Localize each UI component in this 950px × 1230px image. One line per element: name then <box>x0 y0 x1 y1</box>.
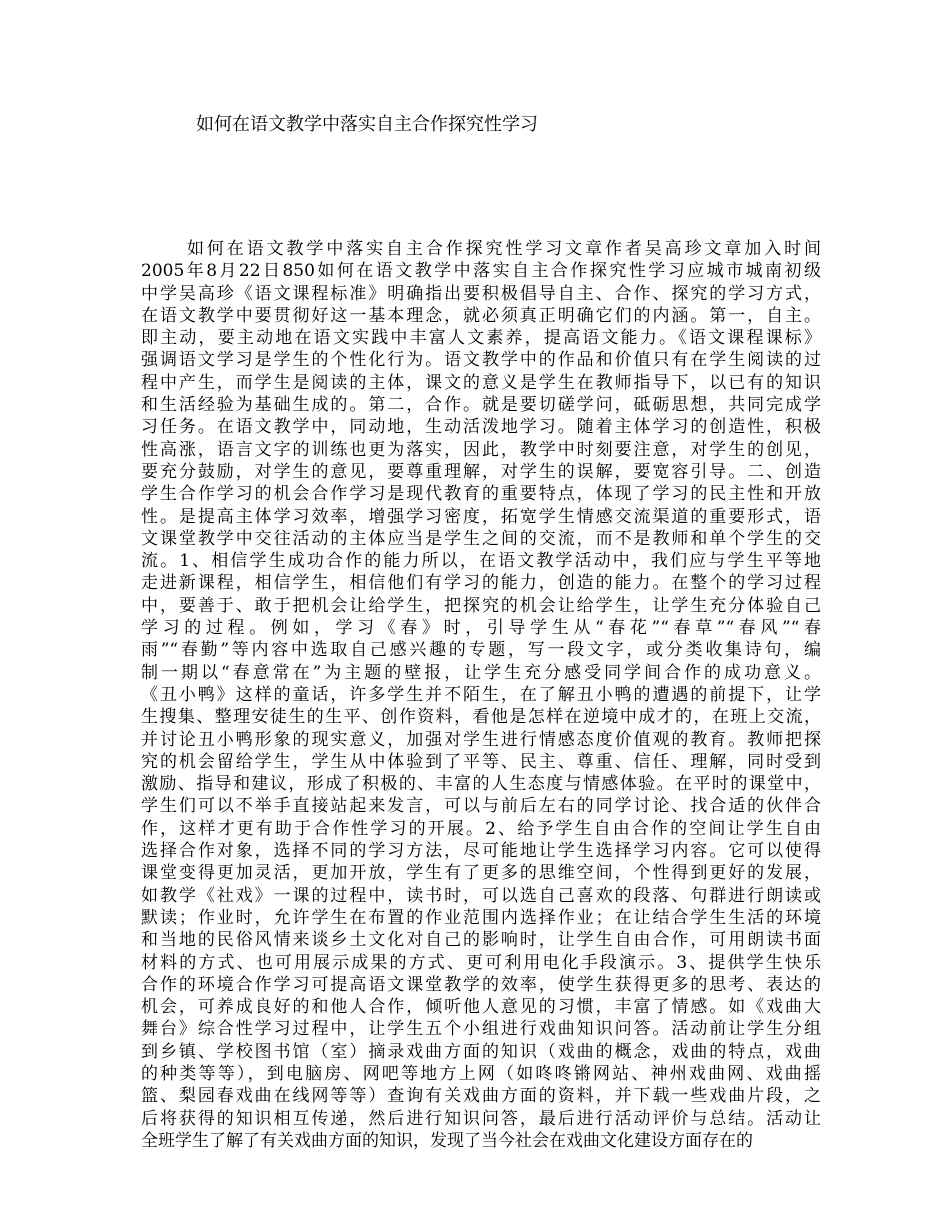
body-line: 选择合作对象，选择不同的学习方法，尽可能地让学生选择学习内容。它可以使得 <box>141 841 821 862</box>
body-line: 默读；作业时，允许学生在布置的作业范围内选择作业；在让结合学生生活的环境 <box>141 907 821 928</box>
body-line: 《丑小鸭》这样的童话，许多学生并不陌生，在了解丑小鸭的遭遇的前提下，让学 <box>141 684 821 705</box>
body-line: 学生们可以不举手直接站起来发言，可以与前后左右的同学讨论、找合适的伙伴合 <box>141 796 821 817</box>
body-line: 学习的过程。例如，学习《春》时，引导学生从“春花”“春草”“春风”“春 <box>141 618 821 639</box>
body-line: 究的机会留给学生，学生从中体验到了平等、民主、尊重、信任、理解，同时受到 <box>141 751 821 772</box>
body-line: 习任务。在语文教学中，同动地，生动活泼地学习。随着主体学习的创造性，积极 <box>141 417 821 438</box>
body-line: 中学吴高珍《语文课程标准》明确指出要积极倡导自主、合作、探究的学习方式， <box>141 283 821 304</box>
body-line: 中，要善于、敢于把机会让给学生，把探究的机会让给学生，让学生充分体验自己 <box>141 595 821 616</box>
body-line: 如何在语文教学中落实自主合作探究性学习文章作者吴高珍文章加入时间 <box>187 239 821 259</box>
body-line: 机会，可养成良好的和他人合作，倾听他人意见的习惯，丰富了情感。如《戏曲大 <box>141 997 821 1018</box>
body-line: 要充分鼓励，对学生的意见，要尊重理解，对学生的误解，要宽容引导。二、创造 <box>141 461 821 482</box>
body-line: 性。是提高主体学习效率，增强学习密度，拓宽学生情感交流渠道的重要形式，语 <box>141 506 821 527</box>
body-line: 性高涨，语言文字的训练也更为落实，因此，教学中时刻要注意，对学生的创见， <box>141 439 821 460</box>
body-line: 即主动，要主动地在语文实践中丰富人文素养，提高语文能力。《语文课程课标》 <box>141 328 821 349</box>
body-line: 如教学《社戏》一课的过程中，读书时，可以选自己喜欢的段落、句群进行朗读或 <box>141 885 821 906</box>
body-line: 学生合作学习的机会合作学习是现代教育的重要特点，体现了学习的民主性和开放 <box>141 484 821 505</box>
body-line: 强调语文学习是学生的个性化行为。语文教学中的作品和价值只有在学生阅读的过 <box>141 350 821 371</box>
body-line: 流。1、相信学生成功合作的能力所以，在语文教学活动中，我们应与学生平等地 <box>141 551 821 572</box>
body-line: 制一期以“春意常在”为主题的壁报，让学生充分感受同学间合作的成功意义。 <box>141 662 821 683</box>
body-line: 并讨论丑小鸭形象的现实意义，加强对学生进行情感态度价值观的教育。教师把探 <box>141 729 821 750</box>
body-line: 文课堂教学中交往活动的主体应当是学生之间的交流，而不是教师和单个学生的交 <box>141 528 821 549</box>
body-line: 后将获得的知识相互传递，然后进行知识问答，最后进行活动评价与总结。活动让 <box>141 1108 821 1129</box>
body-line: 到乡镇、学校图书馆（室）摘录戏曲方面的知识（戏曲的概念，戏曲的特点，戏曲 <box>141 1041 821 1062</box>
document-title: 如何在语文教学中落实自主合作探究性学习 <box>196 114 538 135</box>
body-line: 全班学生了解了有关戏曲方面的知识，发现了当今社会在戏曲文化建设方面存在的 <box>141 1130 753 1151</box>
body-line: 合作的环境合作学习可提高语文课堂教学的效率，使学生获得更多的思考、表达的 <box>141 974 821 995</box>
body-line: 材料的方式、也可用展示成果的方式、更可利用电化手段演示。3、提供学生快乐 <box>141 952 821 973</box>
body-line: 激励、指导和建议，形成了积极的、丰富的人生态度与情感体验。在平时的课堂中， <box>141 774 821 795</box>
body-line: 和当地的民俗风情来谈乡土文化对自己的影响时，让学生自由合作，可用朗读书面 <box>141 930 821 951</box>
body-line: 在语文教学中要贯彻好这一基本理念，就必须真正明确它们的内涵。第一，自主。 <box>141 305 821 326</box>
body-line: 生搜集、整理安徒生的生平、创作资料，看他是怎样在逆境中成才的，在班上交流， <box>141 707 821 728</box>
body-line: 程中产生，而学生是阅读的主体，课文的意义是学生在教师指导下，以已有的知识 <box>141 372 821 393</box>
body-line: 和生活经验为基础生成的。第二，合作。就是要切磋学问，砥砺思想，共同完成学 <box>141 395 821 416</box>
body-line: 课堂变得更加灵活，更加开放，学生有了更多的思维空间，个性得到更好的发展， <box>141 863 821 884</box>
body-line: 雨”“春勤”等内容中选取自己感兴趣的专题，写一段文字，或分类收集诗句，编 <box>141 640 821 661</box>
body-line: 篮、梨园春戏曲在线网等等）查询有关戏曲方面的资料，并下载一些戏曲片段，之 <box>141 1086 821 1107</box>
body-line: 的种类等等），到电脑房、网吧等地方上网（如咚咚锵网站、神州戏曲网、戏曲摇 <box>141 1063 821 1084</box>
document-body <box>141 238 821 1152</box>
body-line: 2005年8月22日850如何在语文教学中落实自主合作探究性学习应城市城南初级 <box>141 261 821 282</box>
body-line: 舞台》综合性学习过程中，让学生五个小组进行戏曲知识问答。活动前让学生分组 <box>141 1019 821 1040</box>
body-line: 走进新课程，相信学生，相信他们有学习的能力，创造的能力。在整个的学习过程 <box>141 573 821 594</box>
body-line: 作，这样才更有助于合作性学习的开展。2、给予学生自由合作的空间让学生自由 <box>141 818 821 839</box>
